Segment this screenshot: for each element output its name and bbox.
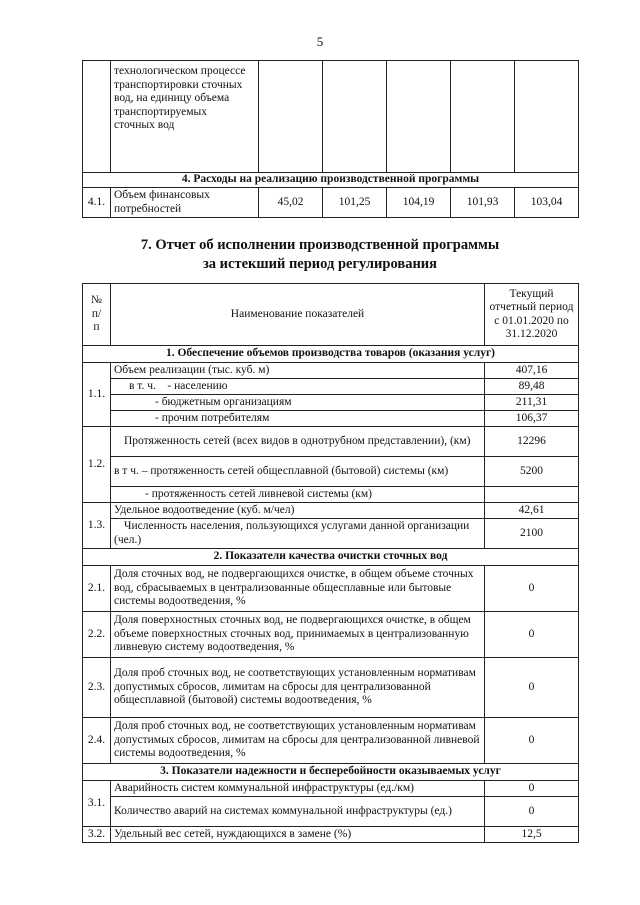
value-cell: 2100 bbox=[485, 519, 579, 549]
section-4-row bbox=[83, 173, 579, 188]
section-2-title: 2. Показатели качества очистки сточных вод bbox=[83, 549, 579, 566]
continued-table bbox=[82, 60, 579, 218]
row-number: 3.2. bbox=[83, 827, 111, 843]
value-cell: 106,37 bbox=[485, 411, 579, 427]
value-cell: 211,31 bbox=[485, 395, 579, 411]
row-label: в т. ч. - населению bbox=[111, 379, 485, 395]
row-number: 3.1. bbox=[83, 781, 111, 827]
header-row bbox=[83, 284, 579, 346]
value-cell: 0 bbox=[485, 612, 579, 658]
table-row bbox=[83, 188, 579, 218]
table-row bbox=[83, 411, 579, 427]
value-cell: 12296 bbox=[485, 427, 579, 457]
row-label: Аварийность систем коммунальной инфраструктуры (ед./км) bbox=[111, 781, 485, 797]
value-cell: 89,48 bbox=[485, 379, 579, 395]
row-number: 2.4. bbox=[83, 718, 111, 764]
table-row bbox=[83, 658, 579, 718]
table-row bbox=[83, 487, 579, 503]
value-cell: 5200 bbox=[485, 457, 579, 487]
value-cell: 0 bbox=[485, 566, 579, 612]
table-row bbox=[83, 61, 579, 173]
table-row bbox=[83, 457, 579, 487]
table-row bbox=[83, 718, 579, 764]
row-label: Численность населения, пользующихся услугами данной организации (чел.) bbox=[111, 519, 485, 549]
table-row bbox=[83, 566, 579, 612]
table-row bbox=[83, 379, 579, 395]
row-label: Объем финансовых потребностей bbox=[111, 188, 259, 218]
table-row bbox=[83, 427, 579, 457]
value-cell: 101,93 bbox=[451, 188, 515, 218]
page-number: 5 bbox=[316, 34, 324, 49]
value-cell: 103,04 bbox=[515, 188, 579, 218]
row-label: Доля проб сточных вод, не соответствующих установленным нормативам допустимых сбросов, лимитам на сбросы для централизованной ливневой системы водоотведения, % bbox=[111, 718, 485, 764]
table-row bbox=[83, 395, 579, 411]
table-row bbox=[83, 781, 579, 797]
row-label: Удельное водоотведение (куб. м/чел) bbox=[111, 503, 485, 519]
row-number: 1.3. bbox=[83, 503, 111, 549]
value-cell: 101,25 bbox=[323, 188, 387, 218]
header-period: Текущий отчетный период с 01.01.2020 по 31.12.2020 bbox=[485, 284, 579, 346]
value-cell: 12,5 bbox=[485, 827, 579, 843]
value-cell: 0 bbox=[485, 781, 579, 797]
continued-cell-text: технологическом процессе транспортировки сточных вод, на единицу объема транспортируемых сточных вод bbox=[111, 61, 259, 173]
row-label: Количество аварий на системах коммунальной инфраструктуры (ед.) bbox=[111, 797, 485, 827]
row-label: - прочим потребителям bbox=[111, 411, 485, 427]
row-number: 4.1. bbox=[83, 188, 111, 218]
value-cell bbox=[485, 487, 579, 503]
header-name: Наименование показателей bbox=[111, 284, 485, 346]
section-1-title: 1. Обеспечение объемов производства товаров (оказания услуг) bbox=[83, 346, 579, 363]
row-number: 1.2. bbox=[83, 427, 111, 503]
row-label: Доля сточных вод, не подвергающихся очистке, в общем объеме сточных вод, сбрасываемых в централизованные общесплавные или бытовые системы водоотведения, % bbox=[111, 566, 485, 612]
section-3-title: 3. Показатели надежности и бесперебойности оказываемых услуг bbox=[83, 764, 579, 781]
row-label: Протяженность сетей (всех видов в однотрубном представлении), (км) bbox=[111, 427, 485, 457]
table-row bbox=[83, 519, 579, 549]
value-cell: 0 bbox=[485, 797, 579, 827]
table-row bbox=[83, 612, 579, 658]
heading-line-1: 7. Отчет об исполнении производственной программы bbox=[140, 237, 500, 253]
section-heading bbox=[0, 236, 640, 274]
row-label: - бюджетным организациям bbox=[111, 395, 485, 411]
table-row bbox=[83, 827, 579, 843]
row-label: в т ч. – протяженность сетей общесплавной (бытовой) системы (км) bbox=[111, 457, 485, 487]
value-cell: 0 bbox=[485, 718, 579, 764]
row-number: 2.3. bbox=[83, 658, 111, 718]
row-number: 2.1. bbox=[83, 566, 111, 612]
value-cell: 0 bbox=[485, 658, 579, 718]
section-1-row bbox=[83, 346, 579, 363]
row-number: 1.1. bbox=[83, 363, 111, 427]
table-row bbox=[83, 363, 579, 379]
report-table bbox=[82, 283, 579, 843]
header-number: № п/п bbox=[83, 284, 111, 346]
heading-line-2: за истекший период регулирования bbox=[202, 256, 438, 272]
value-cell: 104,19 bbox=[387, 188, 451, 218]
row-label: - протяженность сетей ливневой системы (км) bbox=[111, 487, 485, 503]
row-label: Объем реализации (тыс. куб. м) bbox=[111, 363, 485, 379]
value-cell: 42,61 bbox=[485, 503, 579, 519]
row-number: 2.2. bbox=[83, 612, 111, 658]
value-cell: 407,16 bbox=[485, 363, 579, 379]
value-cell: 45,02 bbox=[259, 188, 323, 218]
table-row bbox=[83, 797, 579, 827]
section-4-title: 4. Расходы на реализацию производственной программы bbox=[83, 173, 579, 188]
row-label: Доля проб сточных вод, не соответствующих установленным нормативам допустимых сбросов, лимитам на сбросы для централизованной общесплавной (бытовой) системы водоотведения, % bbox=[111, 658, 485, 718]
section-3-row bbox=[83, 764, 579, 781]
section-2-row bbox=[83, 549, 579, 566]
table-row bbox=[83, 503, 579, 519]
row-label: Доля поверхностных сточных вод, не подвергающихся очистке, в общем объеме поверхностных сточных вод, принимаемых в централизованную ливневую систему водоотведения, % bbox=[111, 612, 485, 658]
row-label: Удельный вес сетей, нуждающихся в замене (%) bbox=[111, 827, 485, 843]
